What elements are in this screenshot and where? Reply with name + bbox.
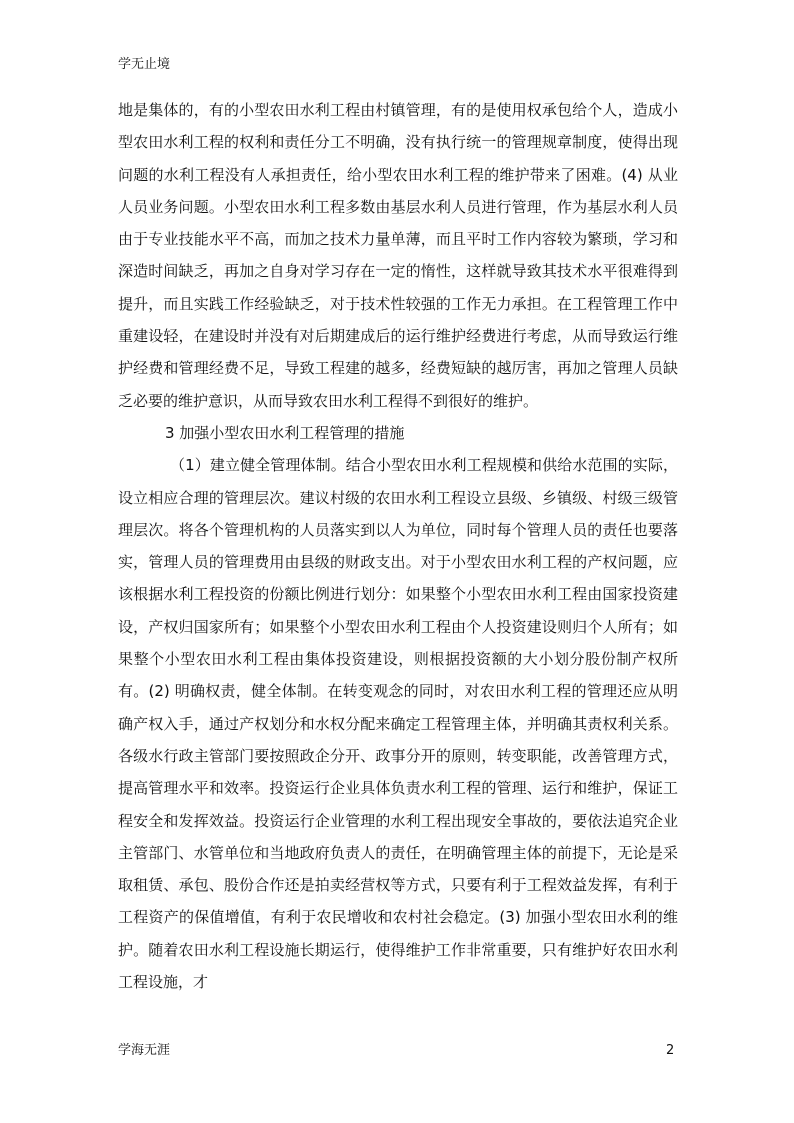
body-paragraph: 地是集体的，有的小型农田水利工程由村镇管理，有的是使用权承包给个人，造成小型农田水利工程的权利和责任分工不明确，没有执行统一的管理规章制度，使得出现问题的水利工程没有人承担责任，给小型农田水利工程的维护带来了困难。(4) 从业人员业务问题。小型农田水利工程多数由基层水利人员进行管理，作为基层水利人员由于专业技能水平不高，而加之技术力量单薄，而且平时工作内容较为繁琐，学习和深造时间缺乏，再加之自身对学习存在一定的惰性，这样就导致其技术水平很难得到提升，而且实践工作经验缺乏，对于技术性较强的工作无力承担。在工程管理工作中重建设轻，在建设时并没有对后期建成后的运行维护经费进行考虑，从而导致运行维护经费和管理经费不足，导致工程建的越多，经费短缺的越厉害，再加之管理人员缺乏必要的维护意识，从而导致农田水利工程得不到很好的维护。	[118, 101, 678, 410]
body-paragraph: （1）建立健全管理体制。结合小型农田水利工程规模和供给水范围的实际，设立相应合理的管理层次。建议村级的农田水利工程设立县级、乡镇级、村级三级管理层次。将各个管理机构的人员落实到以人为单位，同时每个管理人员的责任也要落实，管理人员的管理费用由县级的财政支出。对于小型农田水利工程的产权问题，应该根据水利工程投资的份额比例进行划分：如果整个小型农田水利工程由国家投资建设，产权归国家所有；如果整个小型农田水利工程由个人投资建设则归个人所有；如果整个小型农田水利工程由集体投资建设，则根据投资额的大小划分股份制产权所有。(2) 明确权责，健全体制。在转变观念的同时，对农田水利工程的管理还应从明确产权入手，通过产权划分和水权分配来确定工程管理主体，并明确其责权利关系。各级水行政主管部门要按照政企分开、政事分开的原则，转变职能，改善管理方式，提高管理水平和效率。投资运行企业具体负责水利工程的管理、运行和维护，保证工程安全和发挥效益。投资运行企业管理的水利工程出现安全事故的，要依法追究企业主管部门、水管单位和当地政府负责人的责任，在明确管理主体的前提下，无论是采取租赁、承包、股份合作还是拍卖经营权等方式，只要有利于工程效益发挥，有利于工程资产的保值增值，有利于农民增收和农村社会稳定。(3) 加强小型农田水利的维护。随着农田水利工程设施长期运行，使得维护工作非常重要，只有维护好农田水利工程设施，才	[118, 456, 678, 992]
document-body	[118, 94, 678, 998]
page-header: 学无止境	[118, 57, 171, 72]
page-footer: 学海无涯	[118, 1043, 171, 1058]
page-number: 2	[666, 1043, 675, 1058]
section-heading: 3 加强小型农田水利工程管理的措施	[165, 423, 405, 442]
